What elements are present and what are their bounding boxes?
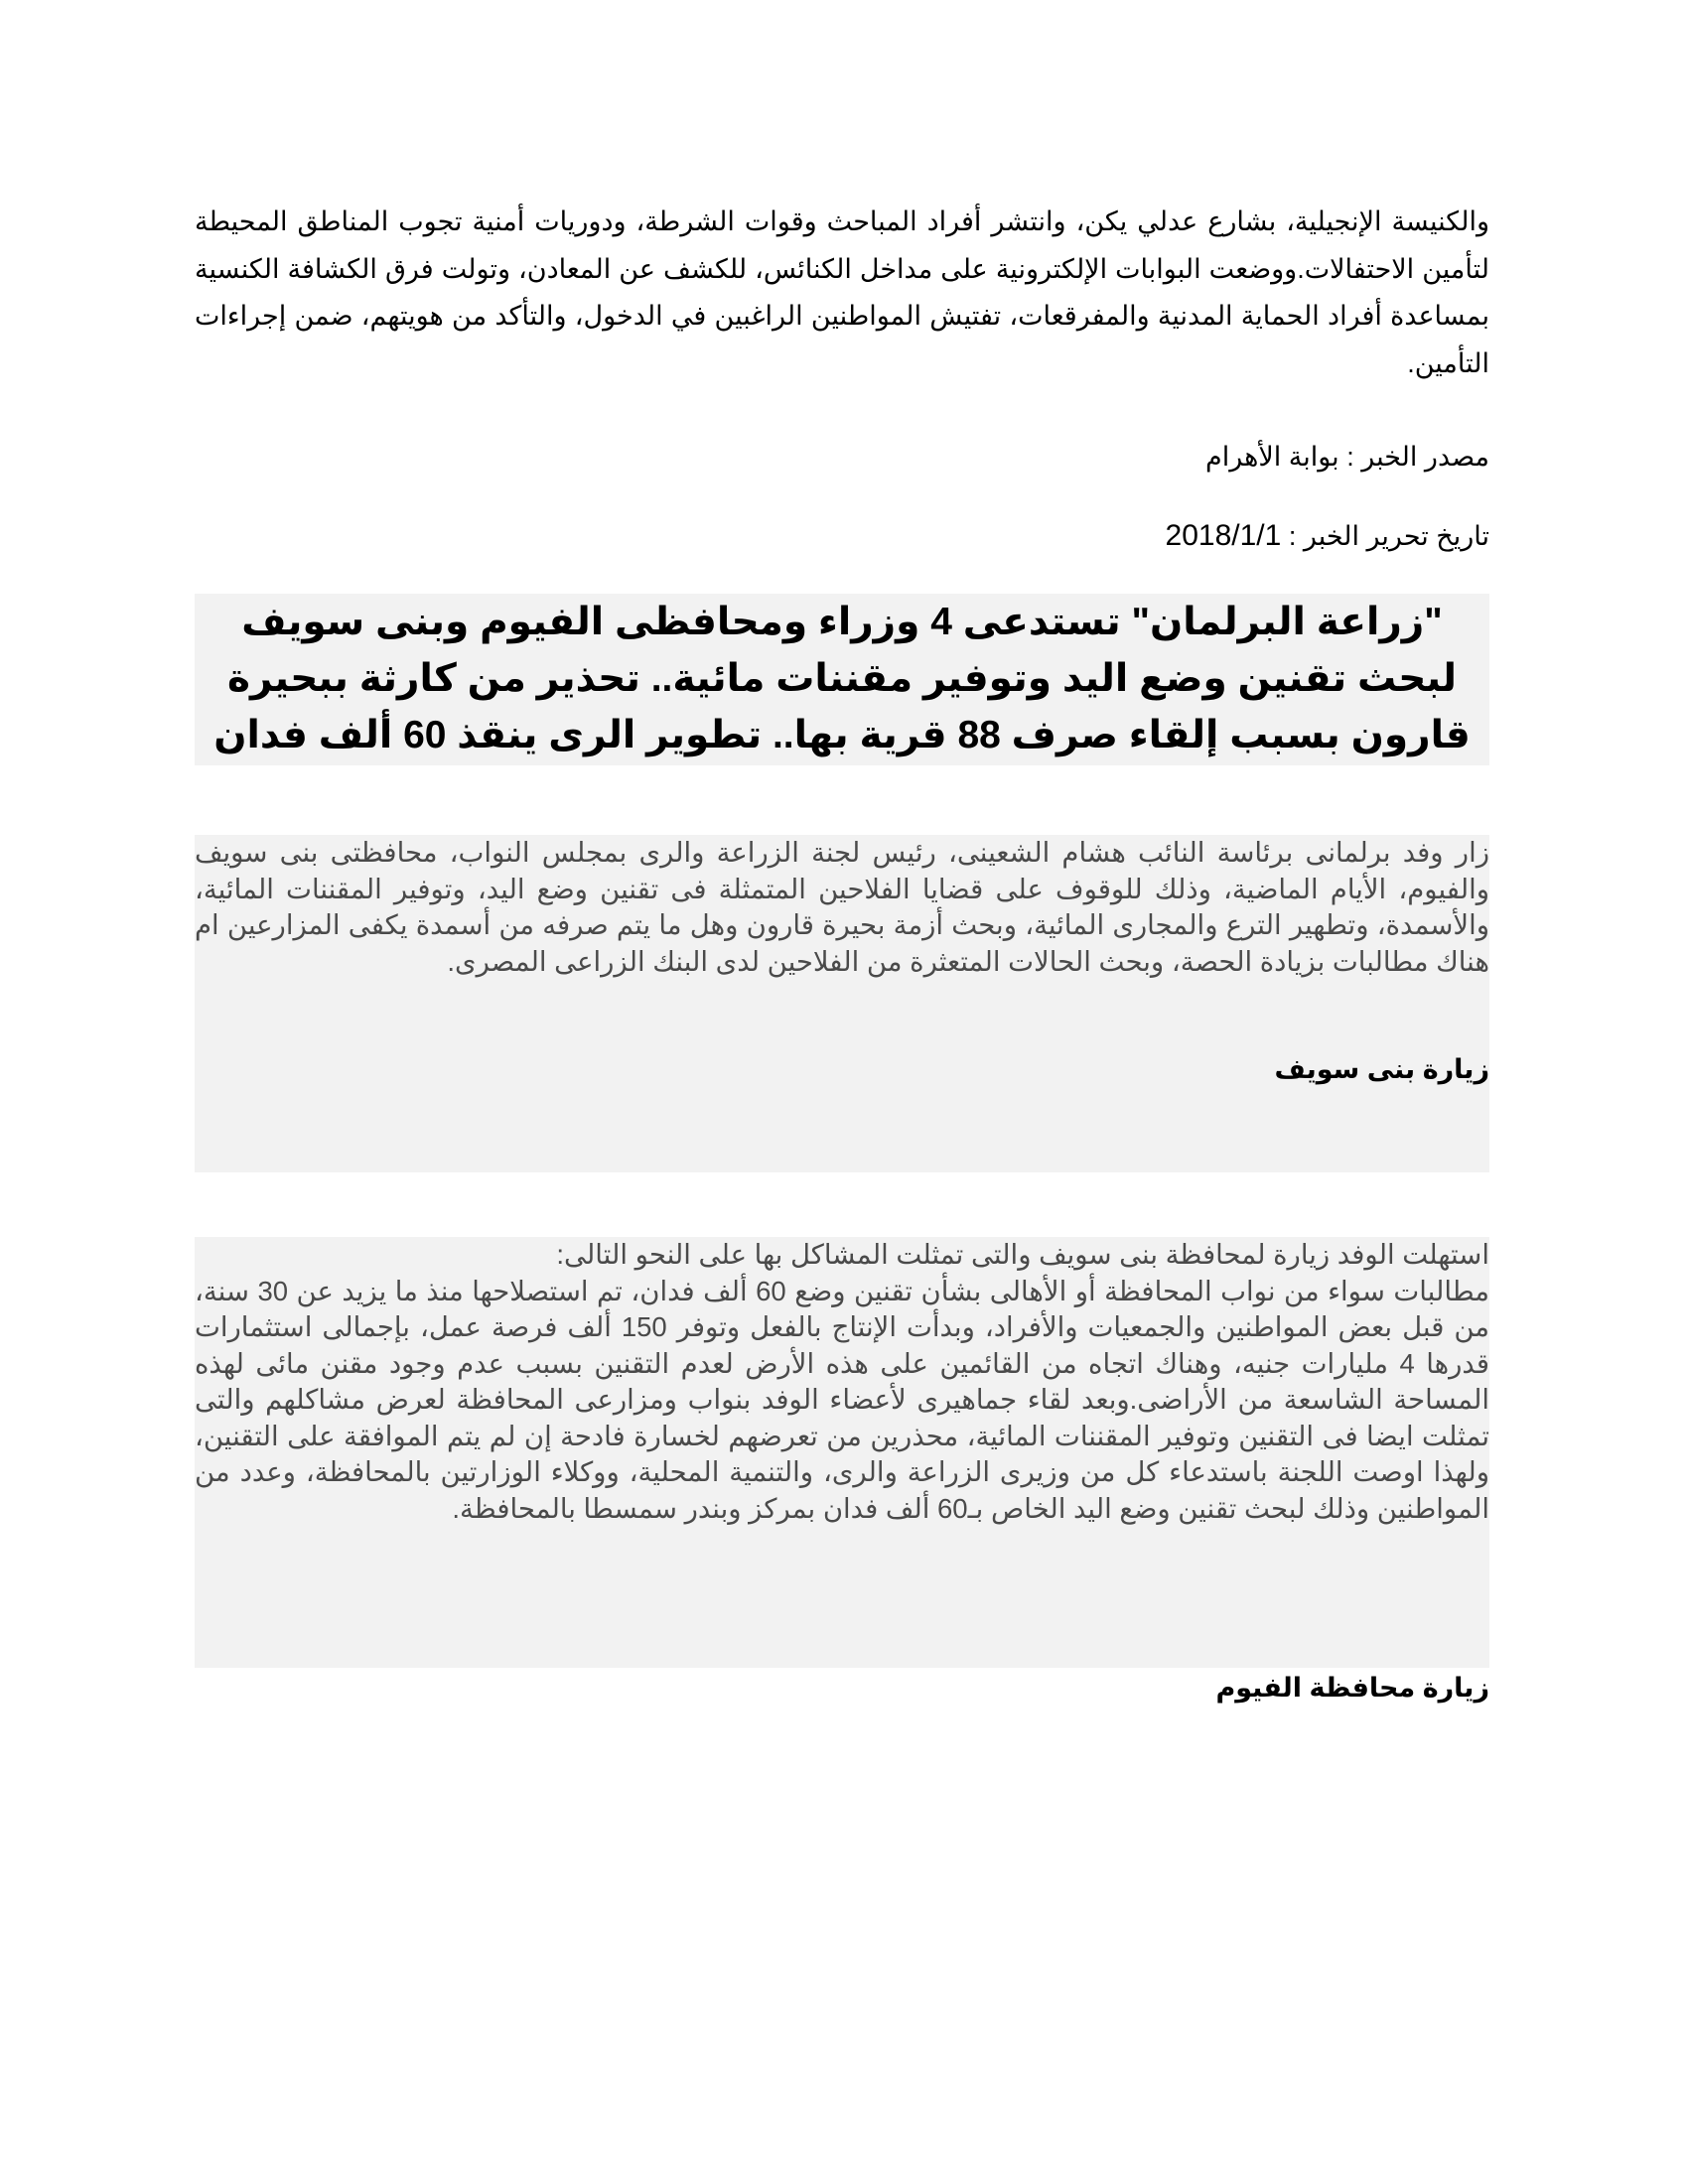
article-headline: "زراعة البرلمان" تستدعى 4 وزراء ومحافظى الفيوم وبنى سويف لبحث تقنين وضع اليد وتوفير مقننات مائية.. تحذير من كارثة ببحيرة قارون بسبب إلقاء صرف 88 قرية بها.. تطوير الرى ينقذ 60 ألف فدان: [213, 601, 1471, 756]
news-date-value: 2018/1/1: [1165, 519, 1282, 552]
news-source: مصدر الخبر : بوابة الأهرام: [1204, 442, 1489, 472]
headline-box: [195, 594, 1489, 765]
section-heading-fayoum: زيارة محافظة الفيوم: [1215, 1673, 1489, 1703]
section-heading-beni-suef: زيارة بنى سويف: [1274, 1054, 1489, 1084]
article-intro-box: [195, 835, 1489, 1172]
article-paragraph-2-lead: استهلت الوفد زيارة لمحافظة بنى سويف والتى تمثلت المشاكل بها على النحو التالى:: [556, 1239, 1489, 1270]
news-date-label: تاريخ تحرير الخبر :: [1281, 521, 1489, 551]
article-paragraph-1: زار وفد برلمانى برئاسة النائب هشام الشعينى، رئيس لجنة الزراعة والرى بمجلس النواب، محافظتى بنى سويف والفيوم، الأيام الماضية، وذلك للوقوف على قضايا الفلاحين المتمثلة فى تقنين وضع اليد، وتوفير المقننات المائية، والأسمدة، وتطهير الترع والمجارى المائية، وبحث أزمة بحيرة قارون وهل ما يتم صرفه من أسمدة يكفى المزارعين ام هناك مطالبات بزيادة الحصة، وبحث الحالات المتعثرة من الفلاحين لدى البنك الزراعى المصرى.: [195, 837, 1489, 977]
document-page: [195, 199, 1489, 1707]
news-date: [195, 516, 1489, 556]
article-paragraph-2: مطالبات سواء من نواب المحافظة أو الأهالى بشأن تقنين وضع 60 ألف فدان، تم استصلاحها منذ ما يزيد عن 30 سنة، من قبل بعض المواطنين والجمعيات والأفراد، وبدأت الإنتاج بالفعل وتوفر 150 ألف فرصة عمل، بإجمالى استثمارات قدرها 4 مليارات جنيه، وهناك اتجاه من القائمين على هذه الأرض لعدم التقنين بسبب عدم وجود مقنن مائى لهذه المساحة الشاسعة من الأراضى.وبعد لقاء جماهيرى لأعضاء الوفد بنواب ومزارعى المحافظة لعرض مشاكلهم والتى تمثلت ايضا فى التقنين وتوفير المقننات المائية، محذرين من تعرضهم لخسارة فادحة إن لم يتم الموافقة على التقنين، ولهذا اوصت اللجنة باستدعاء كل من وزيرى الزراعة والرى، والتنمية المحلية، ووكلاء الوزارتين بالمحافظة، وعدد من المواطنين وذلك لبحث تقنين وضع اليد الخاص بـ60 ألف فدان بمركز وبندر سمسطا بالمحافظة.: [195, 1275, 1490, 1524]
beni-suef-box: [195, 1237, 1489, 1668]
intro-paragraph: والكنيسة الإنجيلية، بشارع عدلي يكن، وانتشر أفراد المباحث وقوات الشرطة، ودوريات أمنية تجوب المناطق المحيطة لتأمين الاحتفالات.ووضعت البوابات الإلكترونية على مداخل الكنائس، للكشف عن المعادن، وتولت فرق الكشافة الكنسية بمساعدة أفراد الحماية المدنية والمفرقعات، تفتيش المواطنين الراغبين في الدخول، والتأكد من هويتهم، ضمن إجراءات التأمين.: [195, 206, 1489, 378]
